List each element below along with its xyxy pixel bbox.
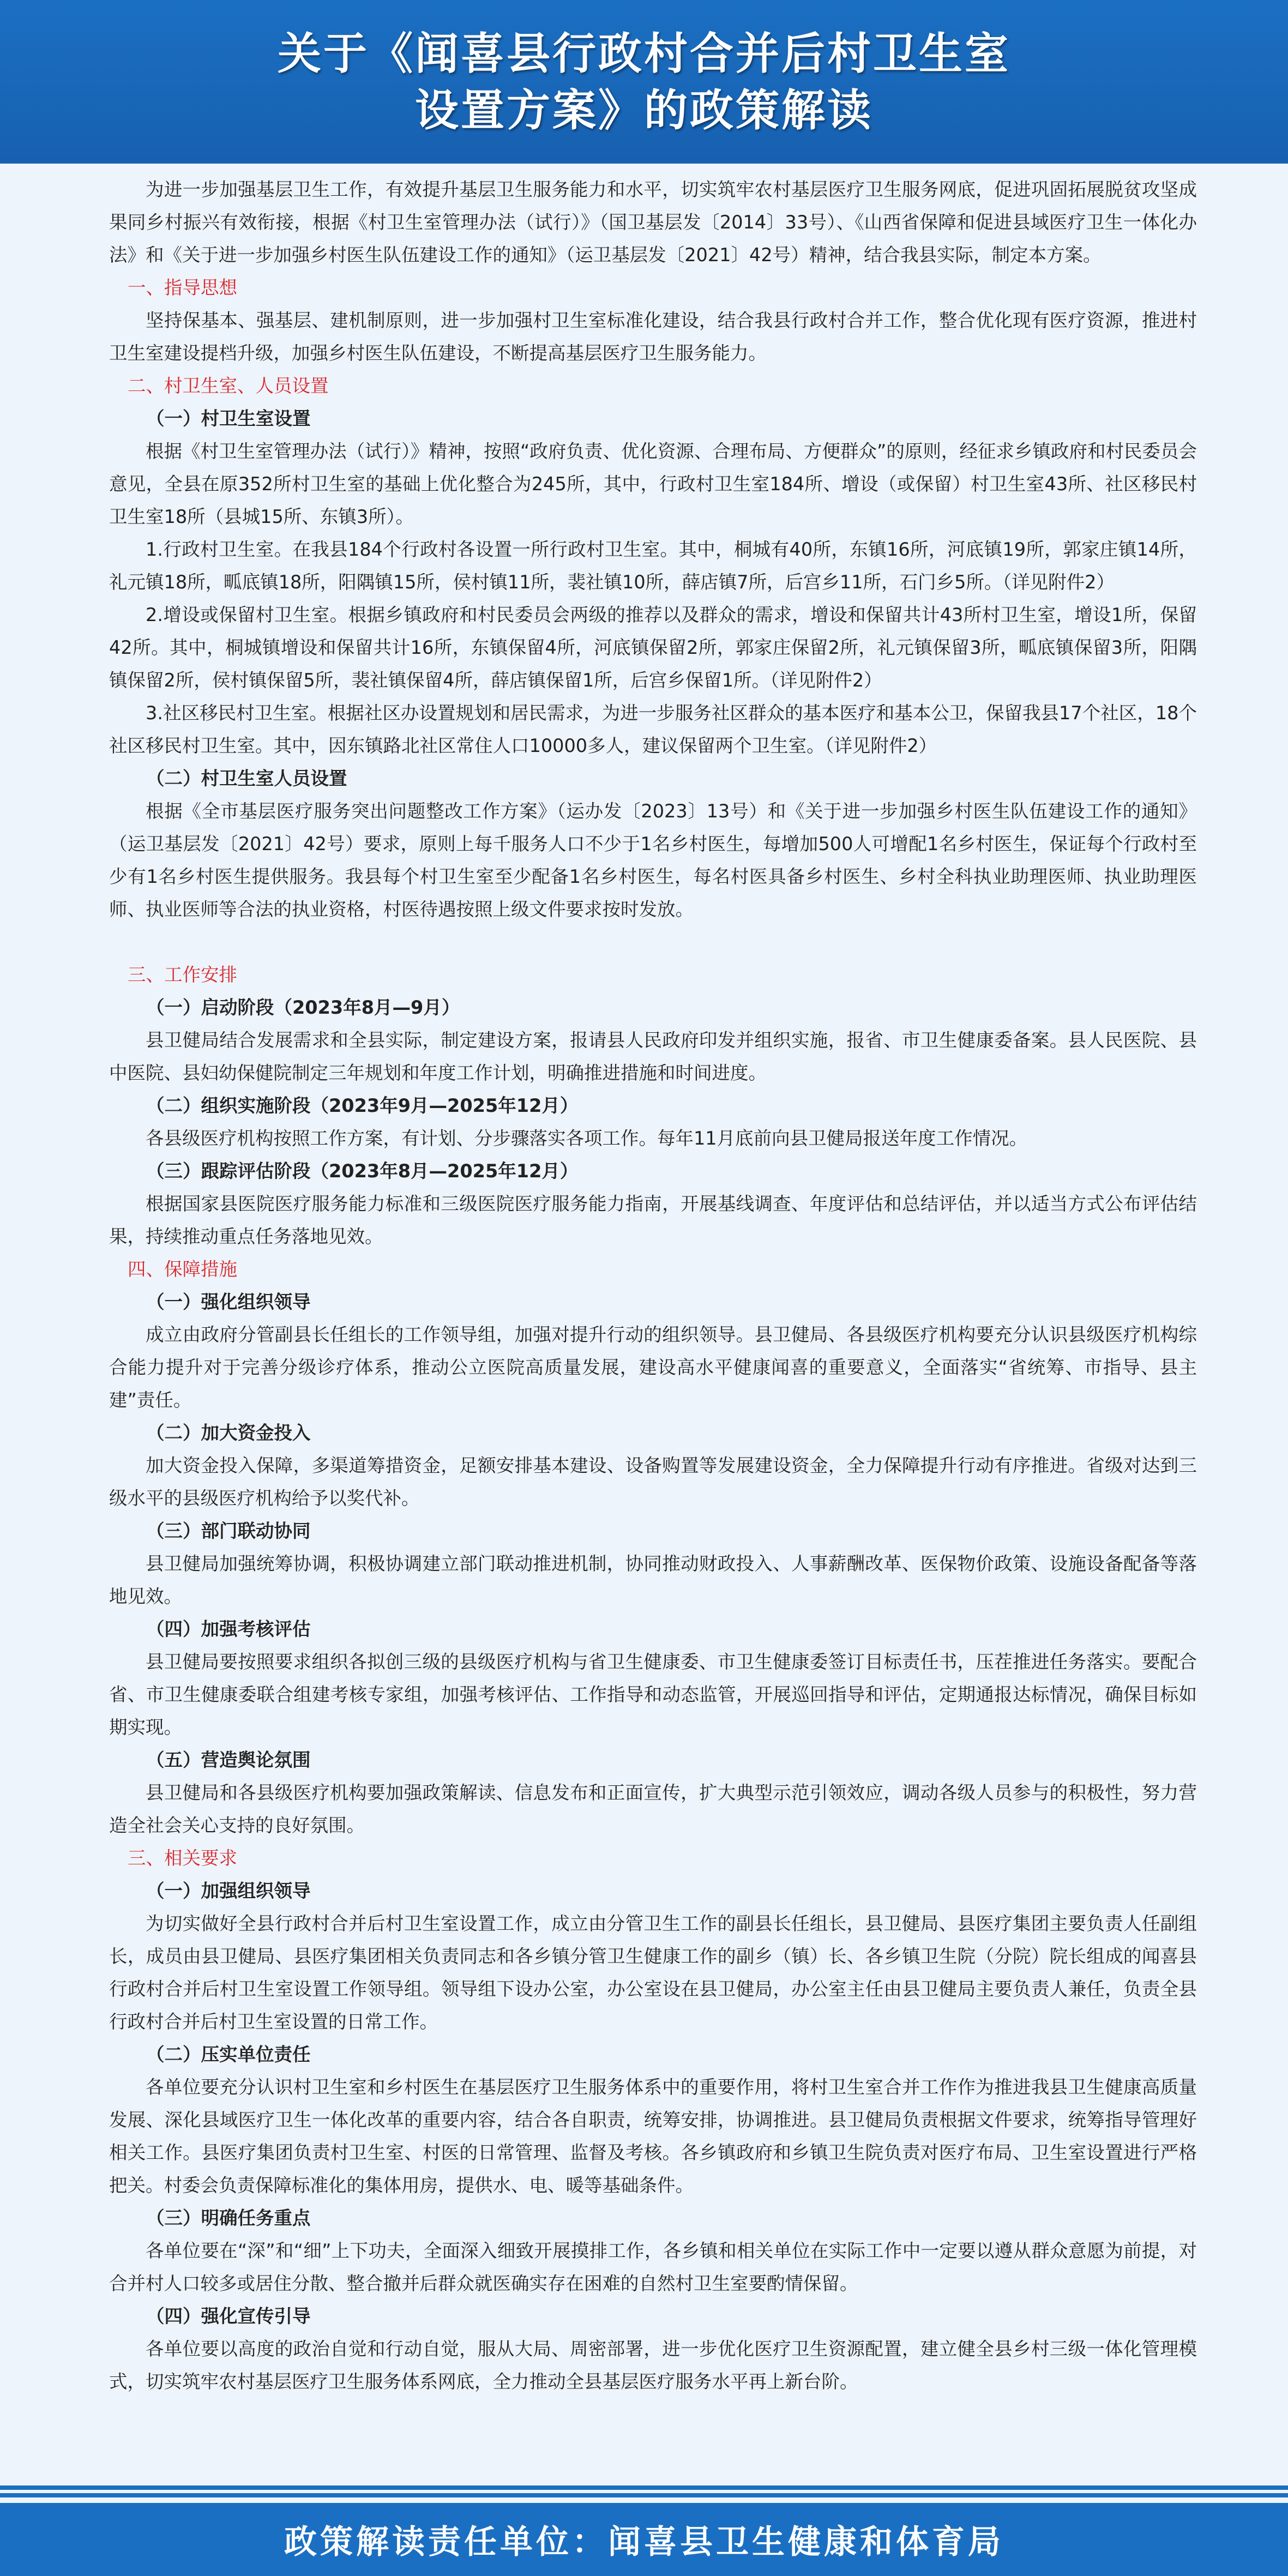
section-paragraph: 县卫健局要按照要求组织各拟创三级的县级医疗机构与省卫生健康委、市卫生健康委签订目标责任书，压茬推进任务落实。要配合省、市卫生健康委联合组建考核专家组，加强考核评估、工作指导和动态监管，开展巡回指导和评估，定期通报达标情况，确保目标如期实现。	[109, 1651, 1197, 1738]
section-paragraph: 各单位要充分认识村卫生室和乡村医生在基层医疗卫生服务体系中的重要作用，将村卫生室合并工作作为推进我县卫生健康高质量发展、深化县域医疗卫生一体化改革的重要内容，结合各自职责，统筹安排，协调推进。县卫健局负责根据文件要求，统筹指导管理好相关工作。县医疗集团负责村卫生室、村医的日常管理、监督及考核。各乡镇政府和乡镇卫生院负责对医疗布局、卫生室设置进行严格把关。村委会负责保障标准化的集体用房，提供水、电、暖等基础条件。	[109, 2077, 1197, 2196]
subsection-heading: （三）部门联动协同	[146, 1520, 311, 1542]
subsection-heading: （三）跟踪评估阶段（2023年8月—2025年12月）	[146, 1160, 579, 1182]
section-paragraph: 根据《全市基层医疗服务突出问题整改工作方案》（运办发〔2023〕13号）和《关于进一步加强乡村医生队伍建设工作的通知》（运卫基层发〔2021〕42号）要求，原则上每千服务人口不少于1名乡村医生，每增加500人可增配1名乡村医生，保证每个行政村至少有1名乡村医生提供服务。我县每个村卫生室至少配备1名乡村医生，每名村医具备乡村医生、乡村全科执业助理医师、执业助理医师、执业医师等合法的执业资格，村医待遇按照上级文件要求按时发放。	[109, 801, 1197, 920]
section-paragraph: 成立由政府分管副县长任组长的工作领导组，加强对提升行动的组织领导。县卫健局、各县级医疗机构要充分认识县级医疗机构综合能力提升对于完善分级诊疗体系，推动公立医院高质量发展，建设高水平健康闻喜的重要意义，全面落实“省统筹、市指导、县主建”责任。	[109, 1324, 1197, 1411]
section-heading: 一、指导思想	[128, 277, 237, 298]
document-body	[109, 173, 1197, 2398]
section-paragraph: 坚持保基本、强基层、建机制原则，进一步加强村卫生室标准化建设，结合我县行政村合并工作，整合优化现有医疗资源，推进村卫生室建设提档升级，加强乡村医生队伍建设，不断提高基层医疗卫生服务能力。	[109, 310, 1197, 364]
subsection-heading: （二）压实单位责任	[146, 2044, 311, 2065]
subsection-heading: （一）村卫生室设置	[146, 408, 311, 429]
section-paragraph: 各县级医疗机构按照工作方案，有计划、分步骤落实各项工作。每年11月底前向县卫健局报送年度工作情况。	[146, 1128, 1028, 1149]
section-paragraph: 2.增设或保留村卫生室。根据乡镇政府和村民委员会两级的推荐以及群众的需求，增设和保留共计43所村卫生室，增设1所，保留42所。其中，桐城镇增设和保留共计16所，东镇保留4所，河底镇保留2所，郭家庄保留2所，礼元镇保留3所，畖底镇保留3所，阳隅镇保留2所，侯村镇保留5所，裴社镇保留4所，薛店镇保留1所，后宫乡保留1所。（详见附件2）	[109, 604, 1197, 691]
footer-divider	[0, 2485, 1288, 2497]
responsible-unit-text: 政策解读责任单位：闻喜县卫生健康和体育局	[284, 2523, 1004, 2561]
section-paragraph: 根据国家县医院医疗服务能力标准和三级医院医疗服务能力指南，开展基线调查、年度评估和总结评估，并以适当方式公布评估结果，持续推动重点任务落地见效。	[109, 1193, 1197, 1247]
section-paragraph: 县卫健局加强统筹协调，积极协调建立部门联动推进机制，协同推动财政投入、人事薪酬改革、医保物价政策、设施设备配备等落地见效。	[109, 1553, 1197, 1607]
section-paragraph: 3.社区移民村卫生室。根据社区办设置规划和居民需求，为进一步服务社区群众的基本医疗和基本公卫，保留我县17个社区，18个社区移民村卫生室。其中，因东镇路北社区常住人口10000多人，建议保留两个卫生室。（详见附件2）	[109, 702, 1197, 756]
subsection-heading: （一）强化组织领导	[146, 1291, 311, 1313]
section-heading: 四、保障措施	[128, 1259, 237, 1280]
subsection-heading: （一）加强组织领导	[146, 1880, 311, 1901]
subsection-heading: （二）组织实施阶段（2023年9月—2025年12月）	[146, 1095, 579, 1116]
subsection-heading: （一）启动阶段（2023年8月—9月）	[146, 997, 460, 1018]
spacer	[109, 926, 1197, 959]
page-title-line-1: 关于《闻喜县行政村合并后村卫生室	[278, 28, 1010, 79]
section-paragraph: 各单位要以高度的政治自觉和行动自觉，服从大局、周密部署，进一步优化医疗卫生资源配置，建立健全县乡村三级一体化管理模式，切实筑牢农村基层医疗卫生服务体系网底，全力推动全县基层医疗服务水平再上新台阶。	[109, 2338, 1197, 2392]
section-heading: 三、工作安排	[128, 964, 237, 985]
section-paragraph: 各单位要在“深”和“细”上下功夫，全面深入细致开展摸排工作，各乡镇和相关单位在实际工作中一定要以遵从群众意愿为前提，对合并村人口较多或居住分散、整合撤并后群众就医确实存在困难的自然村卫生室要酌情保留。	[109, 2240, 1197, 2294]
intro-paragraph: 为进一步加强基层卫生工作，有效提升基层卫生服务能力和水平，切实筑牢农村基层医疗卫生服务网底，促进巩固拓展脱贫攻坚成果同乡村振兴有效衔接，根据《村卫生室管理办法（试行）》（国卫基层发〔2014〕33号）、《山西省保障和促进县域医疗卫生一体化办法》和《关于进一步加强乡村医生队伍建设工作的通知》（运卫基层发〔2021〕42号）精神，结合我县实际，制定本方案。	[109, 179, 1197, 266]
subsection-heading: （二）村卫生室人员设置	[146, 768, 347, 789]
page-title-line-2: 设置方案》的政策解读	[415, 85, 873, 136]
footer-banner	[0, 2503, 1288, 2576]
subsection-heading: （五）营造舆论氛围	[146, 1749, 311, 1771]
subsection-heading: （二）加大资金投入	[146, 1422, 311, 1443]
title-banner	[0, 0, 1288, 164]
section-paragraph: 根据《村卫生室管理办法（试行）》精神，按照“政府负责、优化资源、合理布局、方便群众”的原则，经征求乡镇政府和村民委员会意见，全县在原352所村卫生室的基础上优化整合为245所，其中，行政村卫生室184所、增设（或保留）村卫生室43所、社区移民村卫生室18所（县城15所、东镇3所）。	[109, 441, 1197, 527]
section-paragraph: 县卫健局和各县级医疗机构要加强政策解读、信息发布和正面宣传，扩大典型示范引领效应，调动各级人员参与的积极性，努力营造全社会关心支持的良好氛围。	[109, 1782, 1197, 1836]
section-paragraph: 1.行政村卫生室。在我县184个行政村各设置一所行政村卫生室。其中，桐城有40所，东镇16所，河底镇19所，郭家庄镇14所，礼元镇18所，畖底镇18所，阳隅镇15所，侯村镇11所，裴社镇10所，薛店镇7所，后宫乡11所，石门乡5所。（详见附件2）	[109, 539, 1197, 593]
section-heading: 二、村卫生室、人员设置	[128, 375, 329, 396]
subsection-heading: （四）加强考核评估	[146, 1618, 311, 1640]
section-paragraph: 加大资金投入保障，多渠道筹措资金，足额安排基本建设、设备购置等发展建设资金，全力保障提升行动有序推进。省级对达到三级水平的县级医疗机构给予以奖代补。	[109, 1455, 1197, 1509]
section-paragraph: 为切实做好全县行政村合并后村卫生室设置工作，成立由分管卫生工作的副县长任组长，县卫健局、县医疗集团主要负责人任副组长，成员由县卫健局、县医疗集团相关负责同志和各乡镇分管卫生健康工作的副乡（镇）长、各乡镇卫生院（分院）院长组成的闻喜县行政村合并后村卫生室设置工作领导组。领导组下设办公室，办公室设在县卫健局，办公室主任由县卫健局主要负责人兼任，负责全县行政村合并后村卫生室设置的日常工作。	[109, 1913, 1197, 2032]
subsection-heading: （四）强化宣传引导	[146, 2306, 311, 2327]
section-paragraph: 县卫健局结合发展需求和全县实际，制定建设方案，报请县人民政府印发并组织实施，报省、市卫生健康委备案。县人民医院、县中医院、县妇幼保健院制定三年规划和年度工作计划，明确推进措施和时间进度。	[109, 1030, 1197, 1084]
section-heading: 三、相关要求	[128, 1847, 237, 1869]
subsection-heading: （三）明确任务重点	[146, 2207, 311, 2229]
